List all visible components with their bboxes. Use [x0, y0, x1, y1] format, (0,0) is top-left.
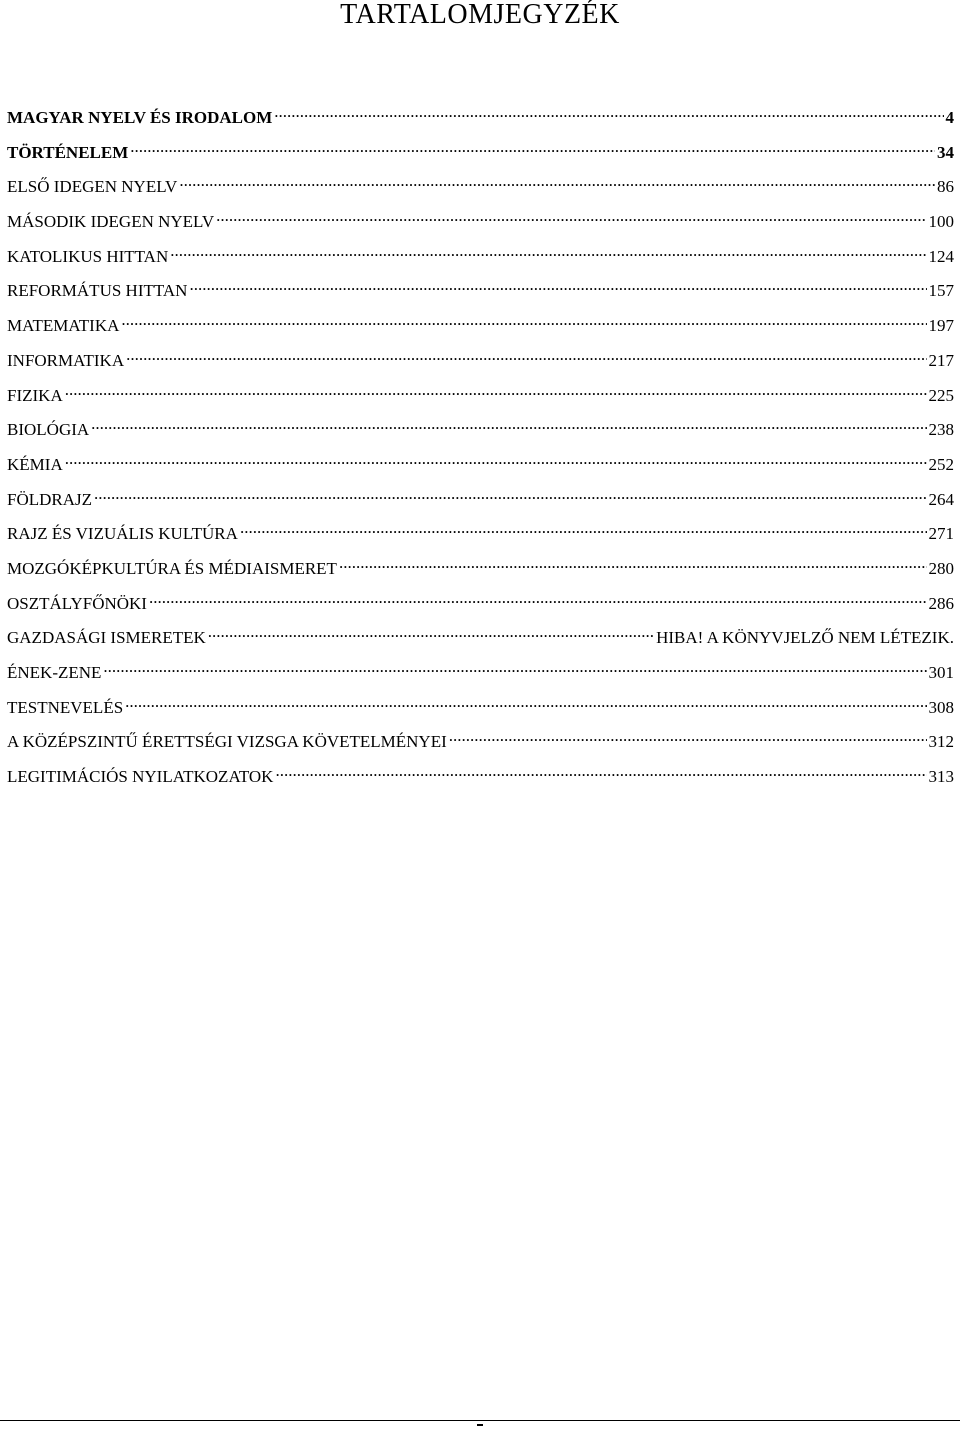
toc-entry-page: 280: [928, 558, 954, 578]
toc-dot-leader: [208, 626, 654, 643]
toc-entry-legitimacios-nyilatkozatok[interactable]: [7, 763, 954, 798]
toc-dot-leader: [339, 557, 927, 574]
toc-dot-leader: [170, 245, 926, 262]
toc-entry-matematika[interactable]: [7, 312, 954, 347]
toc-entry-rajz-es-vizualis-kultura[interactable]: [7, 520, 954, 555]
toc-entry-title: FÖLDRAJZ: [7, 489, 93, 509]
toc-dot-leader: [121, 314, 926, 331]
toc-entry-magyar-nyelv[interactable]: [7, 104, 954, 139]
toc-entry-page: 238: [928, 420, 954, 440]
toc-entry-page: 157: [928, 281, 954, 301]
toc-entry-title: BIOLÓGIA: [7, 420, 90, 440]
toc-entry-page: 100: [928, 212, 954, 232]
toc-entry-reformatus-hittan[interactable]: [7, 277, 954, 312]
toc-entry-title: FIZIKA: [7, 385, 63, 405]
toc-entry-biologia[interactable]: [7, 416, 954, 451]
toc-dot-leader: [149, 592, 927, 609]
page-title: TARTALOMJEGYZÉK: [340, 0, 620, 30]
toc-dot-leader: [449, 730, 927, 747]
toc-dot-leader: [179, 175, 935, 192]
toc-entry-title: MAGYAR NYELV ÉS IRODALOM: [7, 108, 273, 127]
toc-entry-page: 34: [937, 142, 954, 162]
toc-dot-leader: [94, 488, 926, 505]
toc-entry-page: 86: [937, 177, 954, 197]
toc-entry-title: INFORMATIKA: [7, 350, 125, 370]
toc-entry-masodik-idegen-nyelv[interactable]: [7, 208, 954, 243]
toc-dot-leader: [240, 522, 927, 539]
footer-page-mark: [477, 1424, 483, 1426]
toc-entry-title: REFORMÁTUS HITTAN: [7, 281, 188, 301]
toc-entry-page: 308: [928, 697, 954, 717]
toc-entry-kemia[interactable]: [7, 451, 954, 486]
toc-entry-page: 252: [928, 454, 954, 474]
toc-dot-leader: [189, 279, 926, 296]
toc-entry-page: 271: [928, 524, 954, 544]
toc-entry-page: 312: [928, 732, 954, 752]
toc-entry-informatika[interactable]: [7, 347, 954, 382]
toc-entry-osztalyfonoki[interactable]: [7, 590, 954, 625]
toc-entry-page: 264: [928, 489, 954, 509]
toc-dot-leader: [275, 765, 926, 782]
toc-entry-title: TESTNEVELÉS: [7, 697, 124, 717]
toc-entry-fizika[interactable]: [7, 382, 954, 417]
toc-entry-title: MATEMATIKA: [7, 316, 120, 336]
toc-entry-page: 225: [928, 385, 954, 405]
toc-entry-page: 217: [928, 350, 954, 370]
toc-entry-gazdasagi-ismeretek[interactable]: [7, 624, 954, 659]
toc-dot-leader: [216, 210, 926, 227]
toc-entry-testneveles[interactable]: [7, 694, 954, 729]
toc-dot-leader: [103, 661, 926, 678]
toc-entry-tortenelem[interactable]: [7, 139, 954, 174]
toc-entry-title: GAZDASÁGI ISMERETEK: [7, 628, 206, 648]
footer-divider: [0, 1420, 960, 1421]
toc-entry-page: 286: [928, 593, 954, 613]
toc-dot-leader: [91, 418, 926, 435]
toc-entry-title: MÁSODIK IDEGEN NYELV: [7, 212, 215, 232]
toc-entry-title: A KÖZÉPSZINTŰ ÉRETTSÉGI VIZSGA KÖVETELMÉNYEI: [7, 732, 447, 752]
toc-entry-katolikus-hittan[interactable]: [7, 243, 954, 278]
toc-entry-page: 313: [928, 767, 954, 787]
toc-entry-title: KATOLIKUS HITTAN: [7, 246, 169, 266]
toc-dot-leader: [274, 106, 943, 123]
table-of-contents: [7, 104, 954, 798]
toc-entry-title: KÉMIA: [7, 454, 63, 474]
toc-entry-page: HIBA! A KÖNYVJELZŐ NEM LÉTEZIK.: [656, 628, 954, 648]
toc-entry-kozepszintu-erettsegi[interactable]: [7, 728, 954, 763]
toc-entry-title: OSZTÁLYFŐNÖKI: [7, 593, 147, 613]
toc-entry-title: LEGITIMÁCIÓS NYILATKOZATOK: [7, 767, 274, 787]
toc-entry-title: ELSŐ IDEGEN NYELV: [7, 177, 178, 197]
toc-entry-title: MOZGÓKÉPKULTÚRA ÉS MÉDIAISMERET: [7, 558, 337, 578]
toc-entry-page: 301: [928, 663, 954, 682]
toc-entry-title: RAJZ ÉS VIZUÁLIS KULTÚRA: [7, 524, 238, 544]
toc-dot-leader: [65, 453, 927, 470]
toc-entry-mozgokepkultura[interactable]: [7, 555, 954, 590]
toc-entry-foldrajz[interactable]: [7, 486, 954, 521]
toc-dot-leader: [125, 696, 926, 713]
toc-entry-enek-zene[interactable]: [7, 659, 954, 694]
toc-entry-elso-idegen-nyelv[interactable]: [7, 173, 954, 208]
toc-entry-page: 197: [928, 316, 954, 336]
toc-dot-leader: [130, 141, 935, 158]
toc-entry-page: 124: [928, 246, 954, 266]
toc-entry-title: ÉNEK-ZENE: [7, 663, 102, 682]
toc-dot-leader: [126, 349, 926, 366]
toc-entry-title: TÖRTÉNELEM: [7, 142, 129, 162]
toc-entry-page: 4: [945, 108, 954, 127]
toc-dot-leader: [65, 384, 927, 401]
